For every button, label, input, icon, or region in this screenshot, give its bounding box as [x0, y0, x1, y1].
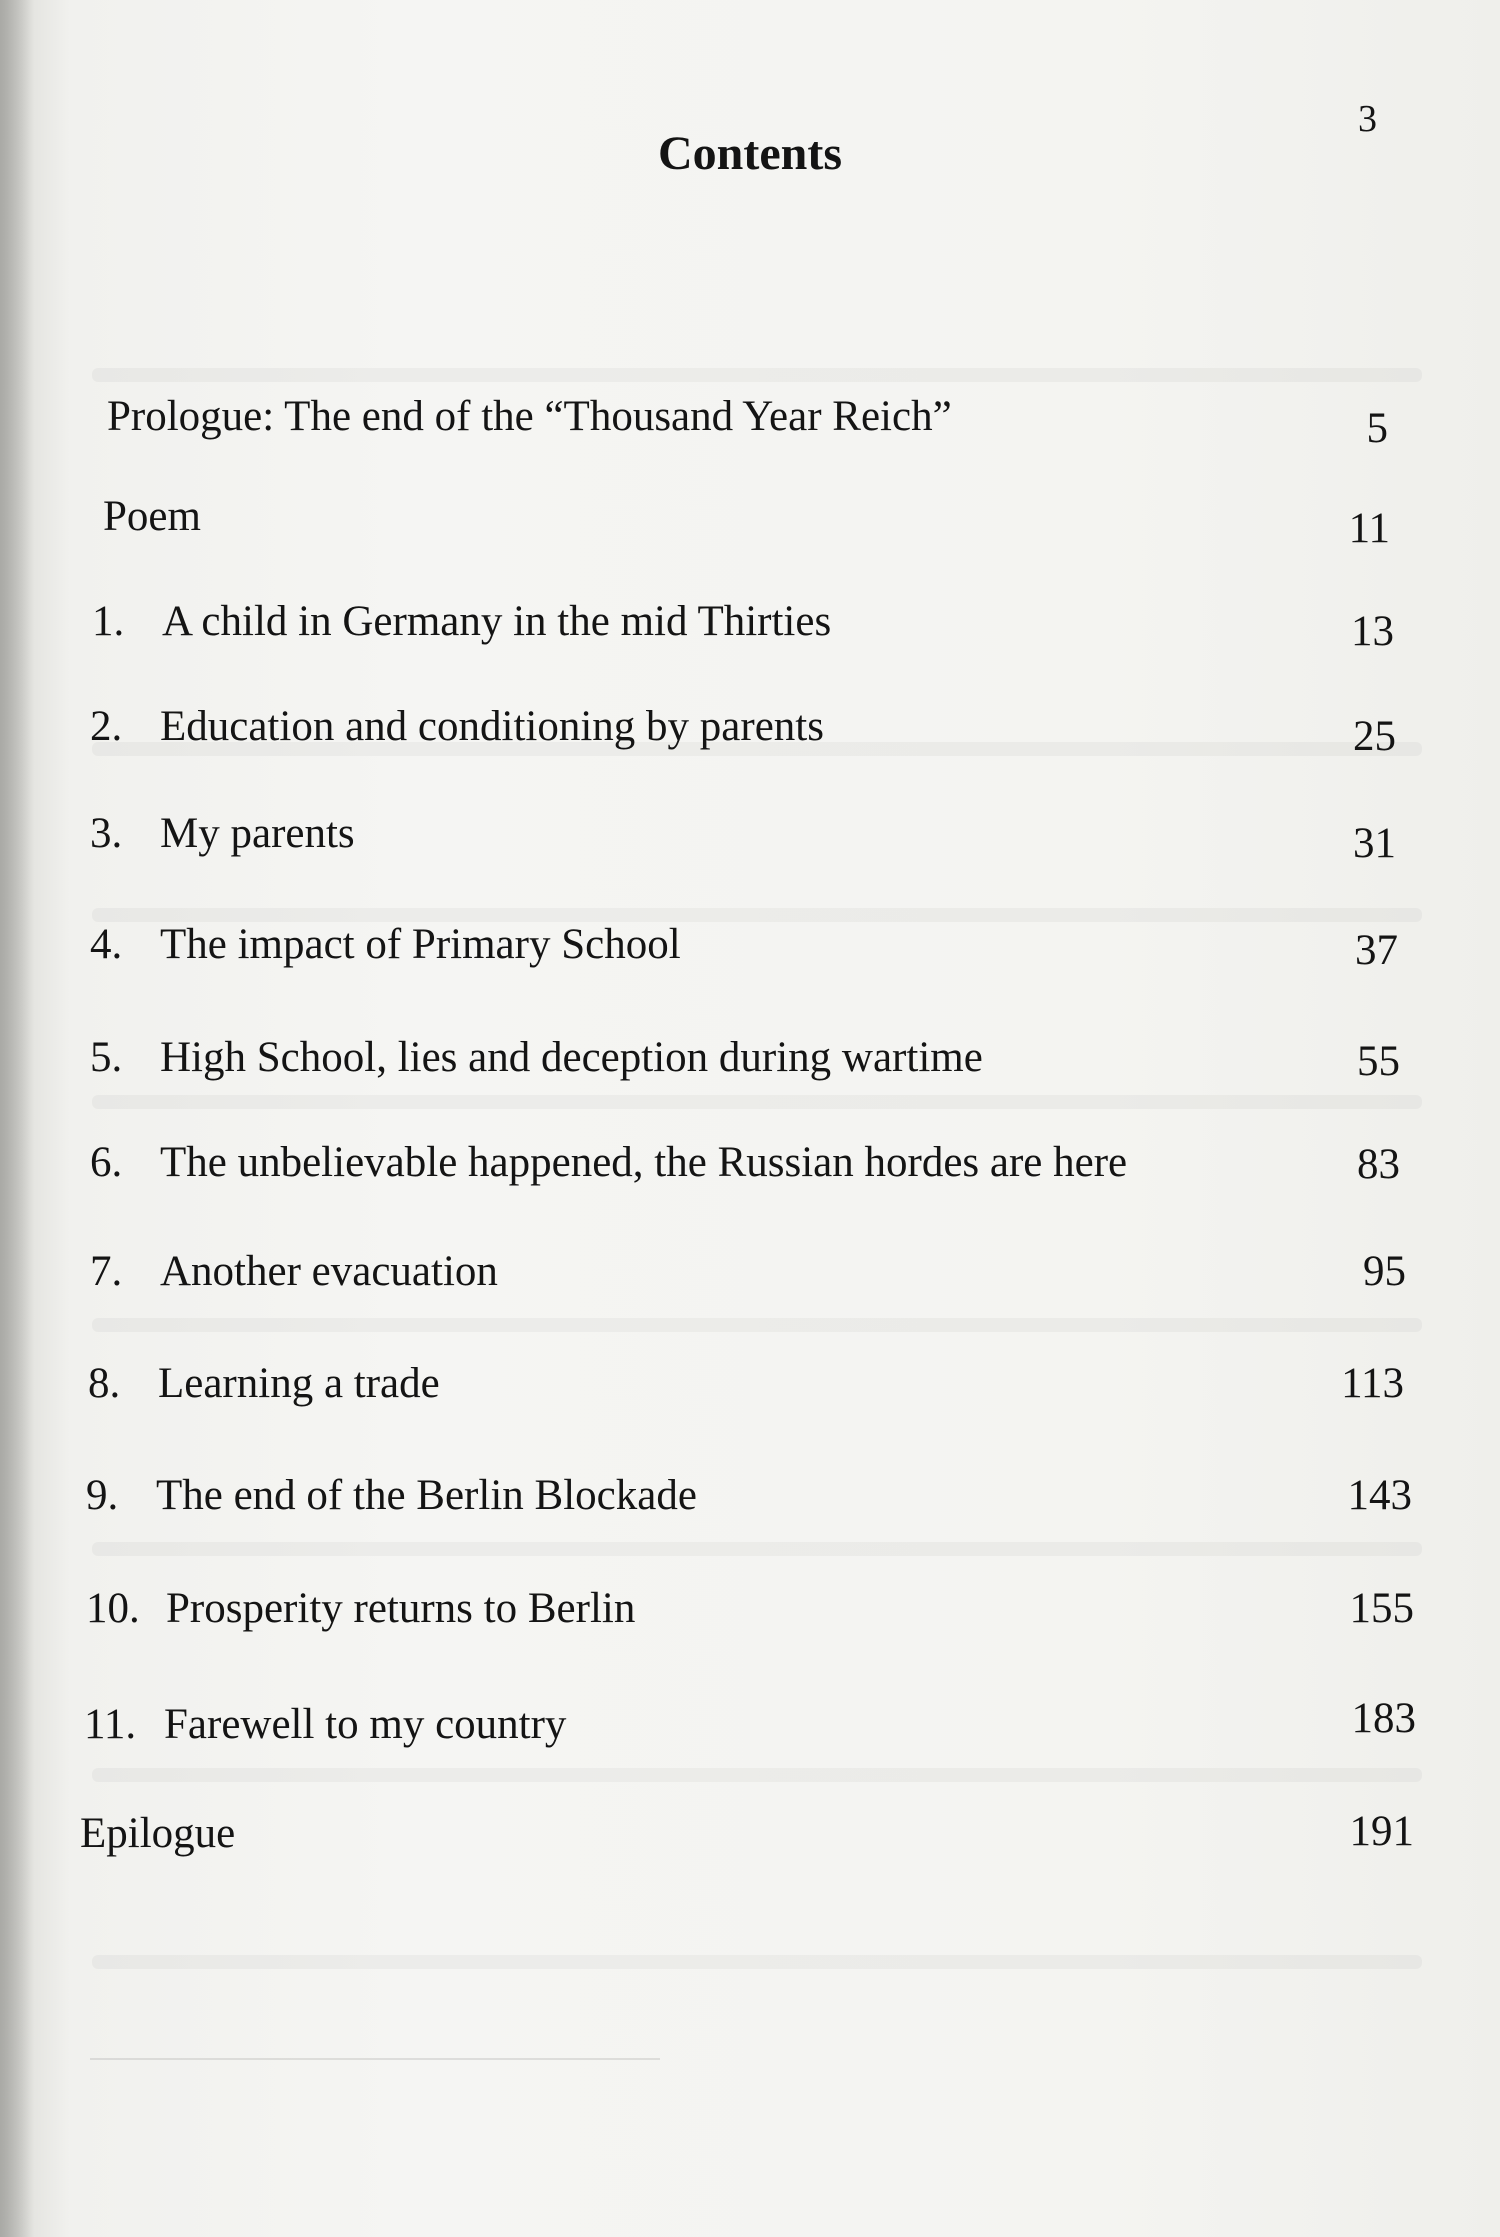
toc-entry-page: 155	[1349, 1585, 1414, 1632]
toc-entry-title: Farewell to my country	[164, 1701, 567, 1748]
toc-entry-page: 37	[1355, 927, 1398, 974]
toc-entry-label	[92, 600, 831, 643]
toc-entry-page: 31	[1353, 820, 1396, 867]
toc-entry-number: 2.	[90, 703, 123, 750]
toc-entry-number: 1.	[92, 598, 125, 645]
toc-entry-label	[90, 923, 681, 966]
toc-entry-title: My parents	[160, 810, 355, 857]
toc-entry-title: Another evacuation	[160, 1248, 498, 1295]
toc-entry-label	[107, 395, 952, 438]
toc-entry-label	[90, 705, 824, 748]
toc-entry-label	[90, 1141, 1127, 1184]
toc-entry-page: 13	[1351, 608, 1394, 655]
toc-entry-label	[80, 1812, 235, 1855]
toc-entry-page: 25	[1353, 713, 1396, 760]
toc-entry-number: 3.	[90, 810, 123, 857]
toc-entry-label	[84, 1703, 566, 1746]
toc-entry-title: A child in Germany in the mid Thirties	[162, 598, 832, 645]
toc-entry-number: 5.	[90, 1034, 123, 1081]
toc-entry-title: Learning a trade	[158, 1360, 440, 1407]
toc-entry-page: 143	[1347, 1472, 1412, 1519]
toc-entry-number: 6.	[90, 1139, 123, 1186]
toc-entry-title: The end of the Berlin Blockade	[156, 1472, 697, 1519]
toc-entry-title: Prologue: The end of the “Thousand Year Reich”	[107, 393, 952, 440]
page-number: 3	[1358, 98, 1377, 140]
toc-entry-page: 95	[1363, 1248, 1406, 1295]
toc-entry-label	[86, 1587, 635, 1630]
toc-entry-page: 191	[1349, 1808, 1414, 1855]
toc-entry-number: 7.	[90, 1248, 123, 1295]
toc-entry-label	[103, 495, 201, 538]
toc-entry-title: Epilogue	[80, 1810, 236, 1857]
toc-entry-number: 11.	[84, 1701, 137, 1748]
toc-entry-page: 183	[1351, 1695, 1416, 1742]
toc-entry-page: 11	[1348, 505, 1390, 552]
toc-entry-title: Poem	[103, 493, 201, 540]
toc-entry-page: 113	[1341, 1360, 1404, 1407]
toc-entry-label	[86, 1474, 697, 1517]
toc-entry-page: 55	[1357, 1038, 1400, 1085]
toc-entry-page: 83	[1357, 1141, 1400, 1188]
toc-entry-label	[90, 1036, 983, 1079]
toc-entry-number: 9.	[86, 1472, 119, 1519]
toc-entry-title: The impact of Primary School	[160, 921, 681, 968]
toc-entry-title: High School, lies and deception during wartime	[160, 1034, 983, 1081]
toc-entry-title: The unbelievable happened, the Russian hordes are here	[160, 1139, 1128, 1186]
toc-entry-title: Education and conditioning by parents	[160, 703, 824, 750]
toc-entry-label	[90, 812, 355, 855]
toc-entry-label	[88, 1362, 440, 1405]
toc-entry-label	[90, 1250, 498, 1293]
toc-entry-number: 8.	[88, 1360, 121, 1407]
toc-entry-title: Prosperity returns to Berlin	[166, 1585, 636, 1632]
toc-entry-number: 10.	[86, 1585, 140, 1632]
toc-entry-page: 5	[1366, 405, 1388, 452]
contents-title: Contents	[657, 127, 842, 180]
toc-entry-number: 4.	[90, 921, 123, 968]
